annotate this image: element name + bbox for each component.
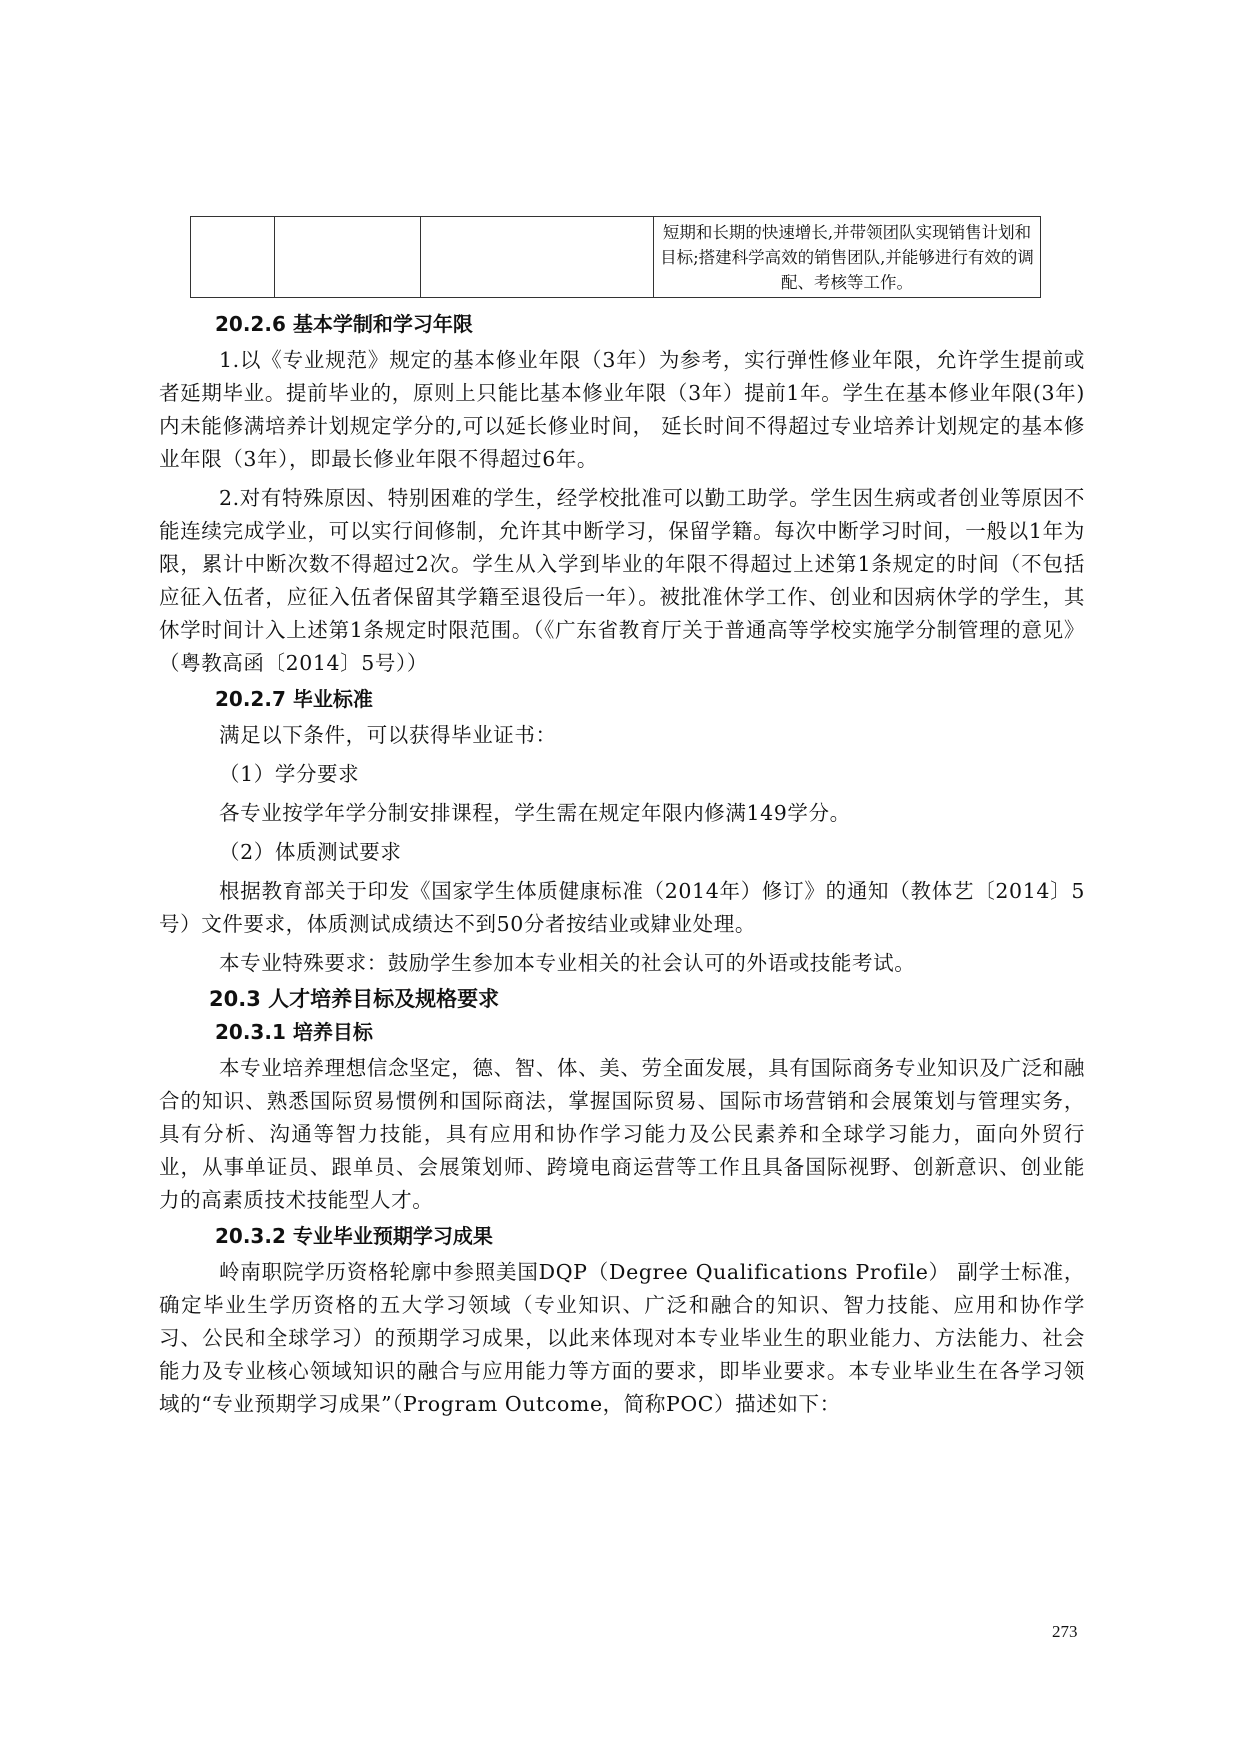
section-heading-20-3-1: 20.3.1 培养目标 [215,1020,373,1044]
section-heading-20-3-2: 20.3.2 专业毕业预期学习成果 [215,1224,493,1248]
graduation-item-1-text: 各专业按学年学分制安排课程，学生需在规定年限内修满149学分。 [219,801,851,825]
graduation-special-requirement: 本专业特殊要求：鼓励学生参加本专业相关的社会认可的外语或技能考试。 [219,951,916,975]
graduation-item-2-title: （2）体质测试要求 [219,840,402,864]
graduation-intro: 满足以下条件，可以获得毕业证书： [219,723,557,747]
graduation-item-2-text: 根据教育部关于印发《国家学生体质健康标准（2014年）修订》的通知（教体艺〔2014〕5号）文件要求，体质测试成绩达不到50分者按结业或肄业处理。 [159,879,1085,936]
section-heading-20-2-6: 20.2.6 基本学制和学习年限 [215,312,473,336]
section-heading-20-3: 20.3 人才培养目标及规格要求 [209,987,500,1011]
continued-table-fragment [190,216,1041,298]
table-cell-text: 短期和长期的快速增长,并带领团队实现销售计划和目标;搭建科学高效的销售团队,并能够进行有效的调配、考核等工作。 [660,223,1034,292]
table-cell-empty-3 [421,217,654,298]
paragraph-study-duration-1: 1.以《专业规范》规定的基本修业年限（3年）为参考，实行弹性修业年限，允许学生提前或者延期毕业。提前毕业的，原则上只能比基本修业年限（3年）提前1年。学生在基本修业年限(3年)内未能修满培养计划规定学分的,可以延长修业时间， 延长时间不得超过专业培养计划规定的基本修业年限（3年），即最长修业年限不得超过6年。 [159,348,1085,471]
paragraph-study-duration-2: 2.对有特殊原因、特别困难的学生，经学校批准可以勤工助学。学生因生病或者创业等原因不能连续完成学业，可以实行间修制，允许其中断学习，保留学籍。每次中断学习时间，一般以1年为限，累计中断次数不得超过2次。学生从入学到毕业的年限不得超过上述第1条规定的时间（不包括应征入伍者，应征入伍者保留其学籍至退役后一年）。被批准休学工作、创业和因病休学的学生，其休学时间计入上述第1条规定时限范围。（《广东省教育厅关于普通高等学校实施学分制管理的意见》（粤教高函〔2014〕5号）） [159,486,1085,675]
section-heading-20-2-7: 20.2.7 毕业标准 [215,687,373,711]
paragraph-learning-outcomes: 岭南职院学历资格轮廓中参照美国DQP（Degree Qualifications Profile） 副学士标准，确定毕业生学历资格的五大学习领域（专业知识、广泛和融合的知识、智力技能、应用和协作学习、公民和全球学习）的预期学习成果，以此来体现对本专业毕业生的职业能力、方法能力、社会能力及专业核心领域知识的融合与应用能力等方面的要求，即毕业要求。本专业毕业生在各学习领域的“专业预期学习成果”（Program Outcome，简称POC）描述如下： [159,1260,1085,1416]
page-number: 273 [1052,1622,1078,1641]
table-cell-empty-2 [275,217,421,298]
document-body [159,308,1085,1421]
paragraph-training-goal: 本专业培养理想信念坚定，德、智、体、美、劳全面发展，具有国际商务专业知识及广泛和融合的知识、熟悉国际贸易惯例和国际商法，掌握国际贸易、国际市场营销和会展策划与管理实务，具有分析、沟通等智力技能，具有应用和协作学习能力及公民素养和全球学习能力，面向外贸行业，从事单证员、跟单员、会展策划师、跨境电商运营等工作且具备国际视野、创新意识、创业能力的高素质技术技能型人才。 [159,1056,1085,1212]
graduation-item-1-title: （1）学分要求 [219,762,360,786]
table-row [191,217,1041,298]
table-cell-description [654,217,1041,298]
table-cell-empty-1 [191,217,275,298]
